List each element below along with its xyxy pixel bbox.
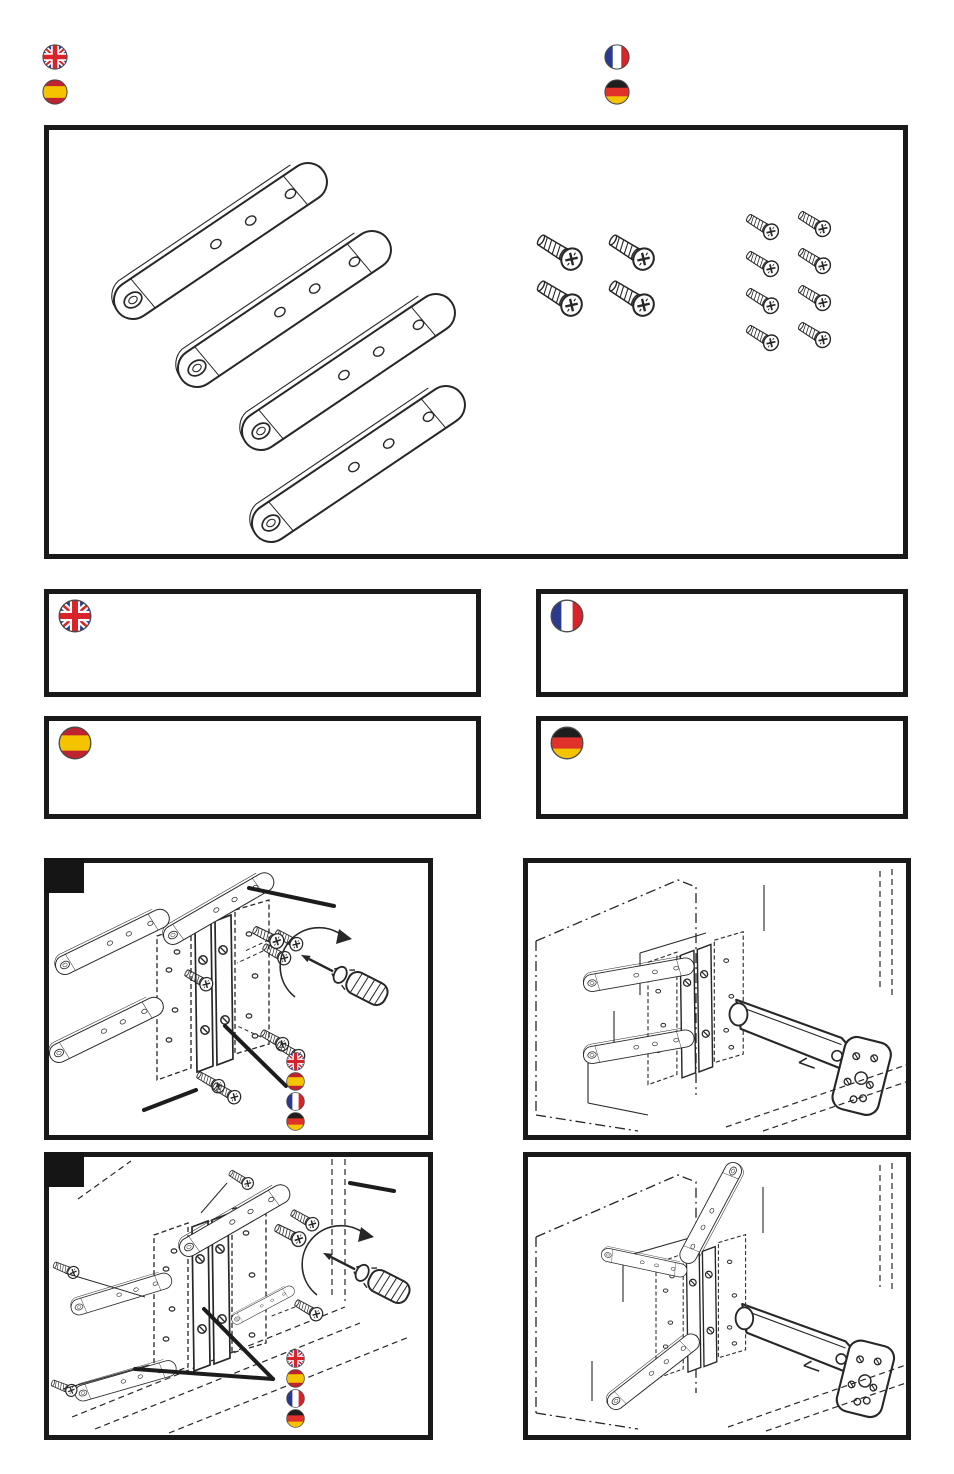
germany-flag-icon: [604, 79, 630, 105]
uk-flag-icon: [58, 599, 92, 633]
wall-arm: [730, 1000, 894, 1118]
large-screws: [533, 229, 658, 319]
france-flag-icon: [286, 1389, 305, 1408]
bracket-arms: [104, 151, 472, 549]
note-box-german: [536, 716, 908, 819]
step-1-result-panel: [523, 858, 911, 1140]
uk-flag-icon: [286, 1349, 305, 1368]
phillips-screwdriver-icon: [250, 923, 391, 1009]
germany-flag-icon: [286, 1112, 305, 1131]
germany-flag-icon: [550, 726, 584, 760]
germany-flag-icon: [286, 1409, 305, 1428]
step-1-diagram: [49, 863, 428, 1135]
note-box-french: [536, 589, 908, 697]
spain-flag-icon: [42, 79, 68, 105]
step-2-diagram: [49, 1157, 428, 1435]
france-flag-icon: [550, 599, 584, 633]
step-1-panel: [44, 858, 433, 1140]
step-2-result-diagram: [528, 1157, 906, 1435]
note-box-english: [44, 589, 481, 697]
spain-flag-icon: [286, 1072, 305, 1091]
step-2-result-panel: [523, 1152, 911, 1440]
small-screws: [743, 207, 833, 353]
note-box-spanish: [44, 716, 481, 819]
parts-diagram: [49, 130, 903, 554]
parts-overview-box: [44, 125, 908, 559]
step-1-result-diagram: [528, 863, 906, 1135]
uk-flag-icon: [42, 44, 68, 70]
step-2-panel: [44, 1152, 433, 1440]
wall-arm: [736, 1304, 897, 1420]
france-flag-icon: [604, 44, 630, 70]
spain-flag-icon: [58, 726, 92, 760]
step-1-marker: [44, 858, 84, 893]
step-2-marker: [44, 1152, 84, 1187]
spain-flag-icon: [286, 1369, 305, 1388]
france-flag-icon: [286, 1092, 305, 1111]
